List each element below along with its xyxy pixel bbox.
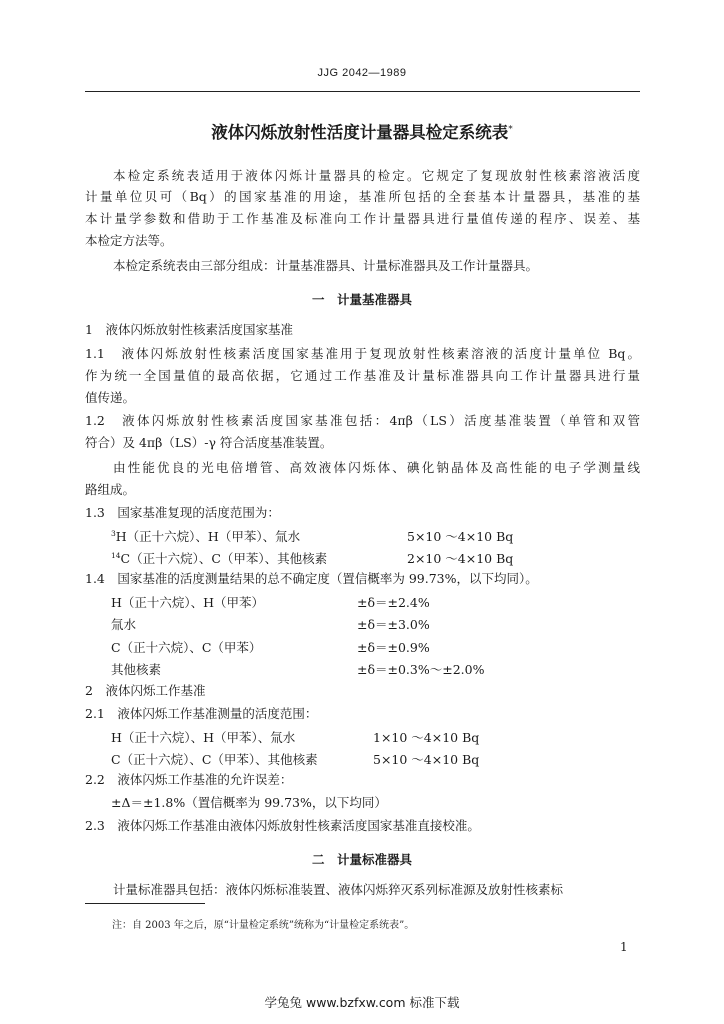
uncert-row-2-value: ±δ＝±3.0% [357,617,430,632]
range-row-2-label: $^{14}$C（正十六烷）、C（甲苯）、其他核素 [111,550,328,566]
range-row-1-label: $^3$H（正十六烷）、H（甲苯）、氚水 [111,528,301,544]
work-range-row-2-label: C（正十六烷）、C（甲苯）、其他核素 [111,752,318,767]
para-1-2b-line-2: 路组成。 [85,482,136,497]
uncert-row-4-value: ±δ＝±0.3%～±2.0% [357,662,485,677]
uncert-row-3-value: ±δ＝±0.9% [357,640,430,655]
uncert-row-1-label: H（正十六烷）、H（甲苯） [111,595,265,610]
section-2-title: 二 计量标准器具 [311,852,412,867]
footnote-rule [85,903,205,904]
work-range-row-2-value: 5×10 ～4×10 Bq [373,752,480,767]
para-3-1: 计量标准器具包括：液体闪烁标准装置、液体闪烁猝灭系列标准源及放射性核素标 [113,882,564,897]
para-2-1: 2.1 液体闪烁工作基准测量的活度范围： [85,706,318,721]
intro-line-2: 计量单位贝可（Bq）的国家基准的用途，基准所包括的全套基本计量器具，基准的基 [85,189,640,204]
range-row-1-value: 5×10 ～4×10 Bq [407,529,514,544]
section-1-title: 一 计量基准器具 [311,292,412,307]
intro-line-1: 本检定系统表适用于液体闪烁计量器具的检定。它规定了复现放射性核素溶液活度 [113,168,640,183]
para-1-1-line-2: 作为统一全国量值的最高依据，它通过工作基准及计量标准器具向工作计量器具进行量 [85,368,640,383]
title-footnote-mark: * [508,124,513,135]
para-1-2b-line-1: 由性能优良的光电倍增管、高效液体闪烁体、碘化钠晶体及高性能的电子学测量线 [113,460,640,475]
header-rule [85,91,640,92]
para-1-3: 1.3 国家基准复现的活度范围为： [85,505,280,520]
para-1-4: 1.4 国家基准的活度测量结果的总不确定度（置信概率为 99.73%，以下均同）。 [85,571,538,586]
para-2-2: 2.2 液体闪烁工作基准的允许误差： [85,772,293,787]
intro-paragraph-2: 本检定系统表由三部分组成：计量基准器具、计量标准器具及工作计量器具。 [113,258,539,273]
uncert-row-4-label: 其他核素 [111,662,162,677]
watermark-text: 学兔兔 www.bzfxw.com 标准下载 [264,995,460,1010]
heading-2: 2 液体闪烁工作基准 [85,683,206,698]
uncert-row-3-label: C（正十六烷）、C（甲苯） [111,640,262,655]
para-1-2-line-2: 符合）及 4πβ（LS）-γ 符合活度基准装置。 [85,435,333,450]
heading-1: 1 液体闪烁放射性核素活度国家基准 [85,322,293,337]
para-1-1-line-1: 1.1 液体闪烁放射性核素活度国家基准用于复现放射性核素溶液的活度计量单位 Bq。 [85,346,640,361]
work-range-row-1-label: H（正十六烷）、H（甲苯）、氚水 [111,730,296,745]
standard-code: JJG 2042—1989 [317,67,407,79]
title-text: 液体闪烁放射性活度计量器具检定系统表 [211,123,509,142]
page-number: 1 [620,940,628,954]
para-1-1-line-3: 值传递。 [85,390,136,405]
uncert-row-1-value: ±δ＝±2.4% [357,595,430,610]
intro-line-3: 本计量学参数和借助于工作基准及标准向工作计量器具进行量值传递的程序、误差、基 [85,211,640,226]
para-2-2-value: ±Δ＝±1.8%（置信概率为 99.73%，以下均同） [111,795,387,810]
footnote: 注：自 2003 年之后，原“计量检定系统”统称为“计量检定系统表”。 [112,920,415,931]
page-title [0,119,724,143]
range-row-2-value: 2×10 ～4×10 Bq [407,551,514,566]
para-2-3: 2.3 液体闪烁工作基准由液体闪烁放射性核素活度国家基准直接校准。 [85,818,480,833]
para-1-2-line-1: 1.2 液体闪烁放射性核素活度国家基准包括：4πβ（LS）活度基准装置（单管和双管 [85,413,640,428]
work-range-row-1-value: 1×10 ～4×10 Bq [373,730,480,745]
intro-line-4: 本检定方法等。 [85,233,173,248]
uncert-row-2-label: 氚水 [111,617,137,632]
